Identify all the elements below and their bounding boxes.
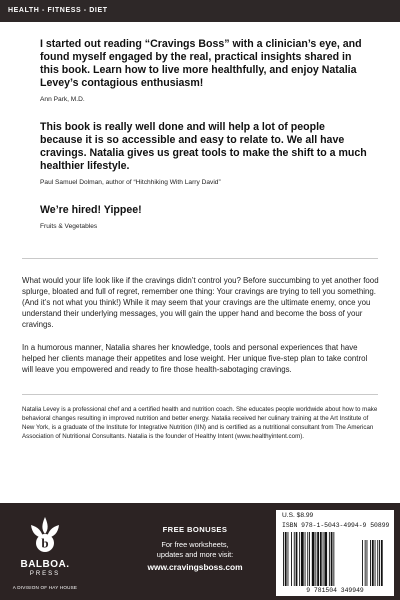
publisher-division: A DIVISION OF HAY HOUSE [12, 585, 78, 590]
divider [22, 258, 378, 259]
footer [0, 503, 400, 600]
testimonial [40, 38, 370, 103]
isbn-addon: 50899 [370, 522, 390, 529]
bonus-url[interactable]: www.cravingsboss.com [147, 562, 243, 572]
free-bonuses [130, 525, 260, 572]
testimonials [40, 38, 370, 230]
description-paragraph: What would your life look like if the cravings didn’t control you? Before succumbing to yet another food splurge, bloated and full of regret, remember one thing: Your cravings are trying to tell you something. (And it’s not what you think!) While it may seem that your cravings are the ultimate enemy, once you understand their underlying messages, you will gain the upper hand and become the boss of your cravings. [22, 276, 379, 329]
barcode-icon [282, 532, 388, 586]
divider [22, 394, 378, 395]
svg-text:b: b [41, 535, 49, 551]
bonus-title: FREE BONUSES [162, 525, 228, 534]
category-label: HEALTH - FITNESS - DIET [8, 7, 108, 14]
testimonial-attribution: Paul Samuel Dolman, author of “Hitchhiking With Larry David” [40, 179, 221, 186]
price: U.S. $8.99 [282, 512, 314, 519]
balboa-logo-icon [25, 513, 65, 557]
category-strip [0, 0, 400, 22]
barcode-box [276, 510, 394, 596]
testimonial [40, 121, 370, 186]
testimonial [40, 204, 370, 230]
isbn-number: ISBN 978-1-5043-4994-9 [282, 522, 367, 529]
author-bio: Natalia Levey is a professional chef and a certified health and nutrition coach. She educates people worldwide about how to make behavioral changes resulting in improved nutrition and better energy. Natalia received her culinary training at the Art Institute of New York, is a graduate of the Institute for Integrative Nutrition (IIN) and is certified as a nutritional consultant from The American Association of Nutritional Consultants. Natalia is the founder of Healthy Intent (www.healthyintent.com). [22, 406, 378, 440]
testimonial-attribution: Fruits & Vegetables [40, 223, 98, 230]
book-description [22, 275, 380, 387]
bonus-line: updates and more visit: [156, 550, 234, 559]
publisher-sub: PRESS [29, 571, 61, 577]
testimonial-quote: This book is really well done and will help a lot of people because it is so accessible and easy to relate to. We all have cravings. Natalia gives us great tools to make the shift to a much healthier lifestyle. [40, 121, 367, 172]
description-paragraph: In a humorous manner, Natalia shares her knowledge, tools and personal experiences that have helped her clients manage their appetites and lose weight. Her unique five-step plan to take control will leave you empowered and ready to fire those health-sabotaging cravings. [22, 343, 368, 374]
testimonial-attribution: Ann Park, M.D. [40, 96, 85, 103]
barcode-number: 9 781504 349949 [306, 587, 364, 594]
publisher-name: BALBOA. [20, 559, 70, 570]
testimonial-quote: We’re hired! Yippee! [40, 204, 142, 216]
testimonial-quote: I started out reading “Cravings Boss” with a clinician’s eye, and found myself engaged by the real, practical insights shared in this book. Learn how to live more healthfully, and enjoy Natalia Levey’s contagious enthusiasm! [40, 38, 362, 89]
isbn [282, 522, 389, 529]
publisher-logo [12, 513, 78, 593]
bonus-line: For free worksheets, [161, 540, 229, 549]
